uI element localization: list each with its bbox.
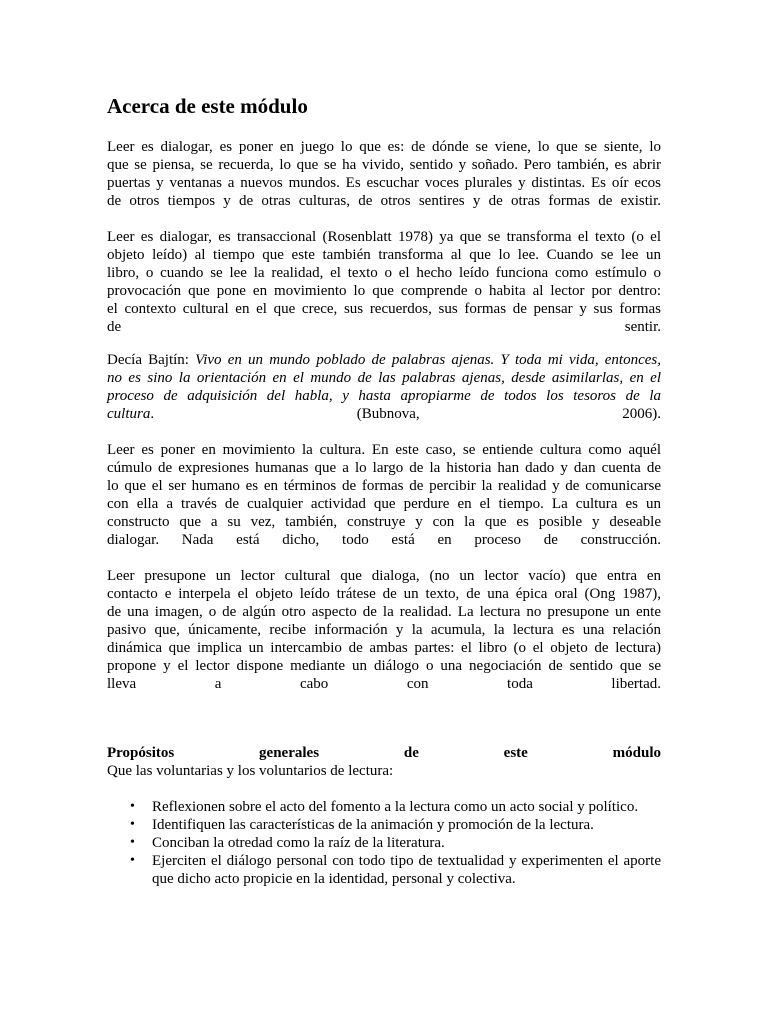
text-line: pasivo que, únicamente, recibe información y la acumula, la lectura es una relación (107, 622, 661, 638)
text-line: Leer es dialogar, es poner en juego lo que es: de dónde se viene, lo que se siente, lo (107, 139, 661, 155)
text-line: provocación que pone en movimiento lo que comprende o habita al lector por dentro: (107, 283, 661, 299)
quote-lead: Decía Bajtín: (107, 352, 196, 368)
text-line: de sentir. (107, 319, 661, 335)
bullet-icon: • (130, 799, 135, 814)
paragraph-3-quote (107, 351, 661, 423)
text-line: de una imagen, o de algún otro aspecto de la realidad. La lectura no presupone un ente (107, 604, 661, 620)
text-line: con ella a través de cualquier actividad que perdure en el tiempo. La cultura es un (107, 496, 661, 512)
text-line: que se piensa, se recuerda, lo que se ha vivido, sentido y soñado. Pero también, es abrir (107, 157, 661, 173)
text-line: propone y el lector dispone mediante un diálogo o una negociación de sentido que se (107, 658, 661, 674)
citation: . (Bubnova, 2006). (150, 406, 661, 422)
paragraph-5 (107, 567, 661, 693)
text-line: libro, o cuando se lee la realidad, el texto o el hecho leído funciona como estímulo o (107, 265, 661, 281)
text-line: de otros tiempos y de otras culturas, de otros sentires y de otras formas de existir. (107, 193, 661, 209)
bullet-icon: • (130, 817, 135, 832)
text-line: constructo que a su vez, también, construye y con la que es posible y deseable (107, 514, 661, 530)
list-item-text: Conciban la otredad como la raíz de la literatura. (152, 835, 445, 851)
text-line: Leer es dialogar, es transaccional (Rosenblatt 1978) ya que se transforma el texto (o el (107, 229, 661, 245)
text-line: Leer es poner en movimiento la cultura. En este caso, se entiende cultura como aquél (107, 442, 661, 458)
paragraph-4 (107, 441, 661, 549)
text-line: lo que el ser humano es en términos de formas de percibir la realidad y de comunicarse (107, 478, 661, 494)
list-item-text: Reflexionen sobre el acto del fomento a la lectura como un acto social y político. (152, 799, 639, 815)
paragraph-2 (107, 228, 661, 336)
list-item (107, 852, 661, 888)
quote-text: Vivo en un mundo poblado de palabras ajenas. Y toda mi vida, entonces, (195, 352, 661, 368)
list-item-text: Ejerciten el diálogo personal con todo tipo de textualidad y experimenten el aporte que dicho acto propicie en la identidad, personal y colectiva. (152, 853, 661, 887)
text-line: el contexto cultural en el que crece, sus recuerdos, sus formas de pensar y sus formas (107, 301, 661, 317)
text-line: puertas y ventanas a nuevos mundos. Es escuchar voces plurales y distintas. Es oír ecos (107, 175, 661, 191)
text-line: dinámica que implica un intercambio de ambas partes: el libro (o el objeto de lectura) (107, 640, 661, 656)
text-line: dialogar. Nada está dicho, todo está en proceso de construcción. (107, 532, 661, 548)
text-line: objeto leído) al tiempo que este también transforma al que lo lee. Cuando se lee un (107, 247, 661, 263)
section-heading: Propósitos generales de este módulo (107, 745, 661, 761)
text-line: cúmulo de expresiones humanas que a lo largo de la historia han dado y dan cuenta de (107, 460, 661, 476)
quote-text: proceso de adquisición del habla, y hasta apropiarme de todos los tesoros de la (107, 388, 661, 404)
page-title: Acerca de este módulo (107, 94, 308, 118)
bullet-icon: • (130, 835, 135, 850)
text-line: Leer presupone un lector cultural que dialoga, (no un lector vacío) que entra en (107, 568, 661, 584)
list-item (107, 798, 661, 816)
text-line (107, 351, 661, 369)
purposes-list (107, 798, 661, 888)
list-item (107, 816, 661, 834)
bullet-icon: • (130, 853, 135, 868)
section-intro: Que las voluntarias y los voluntarios de lectura: (107, 763, 394, 779)
list-item-text: Identifiquen las características de la animación y promoción de la lectura. (152, 817, 594, 833)
quote-text: no es sino la orientación en el mundo de las palabras ajenas, desde asimilarlas, en el (107, 370, 661, 386)
list-item (107, 834, 661, 852)
paragraph-1 (107, 138, 661, 210)
quote-text: cultura (107, 406, 151, 422)
text-line: lleva a cabo con toda libertad. (107, 676, 661, 692)
text-line (107, 405, 661, 423)
text-line: contacto e interpela el objeto leído trátese de un texto, de una épica oral (Ong 1987), (107, 586, 661, 602)
